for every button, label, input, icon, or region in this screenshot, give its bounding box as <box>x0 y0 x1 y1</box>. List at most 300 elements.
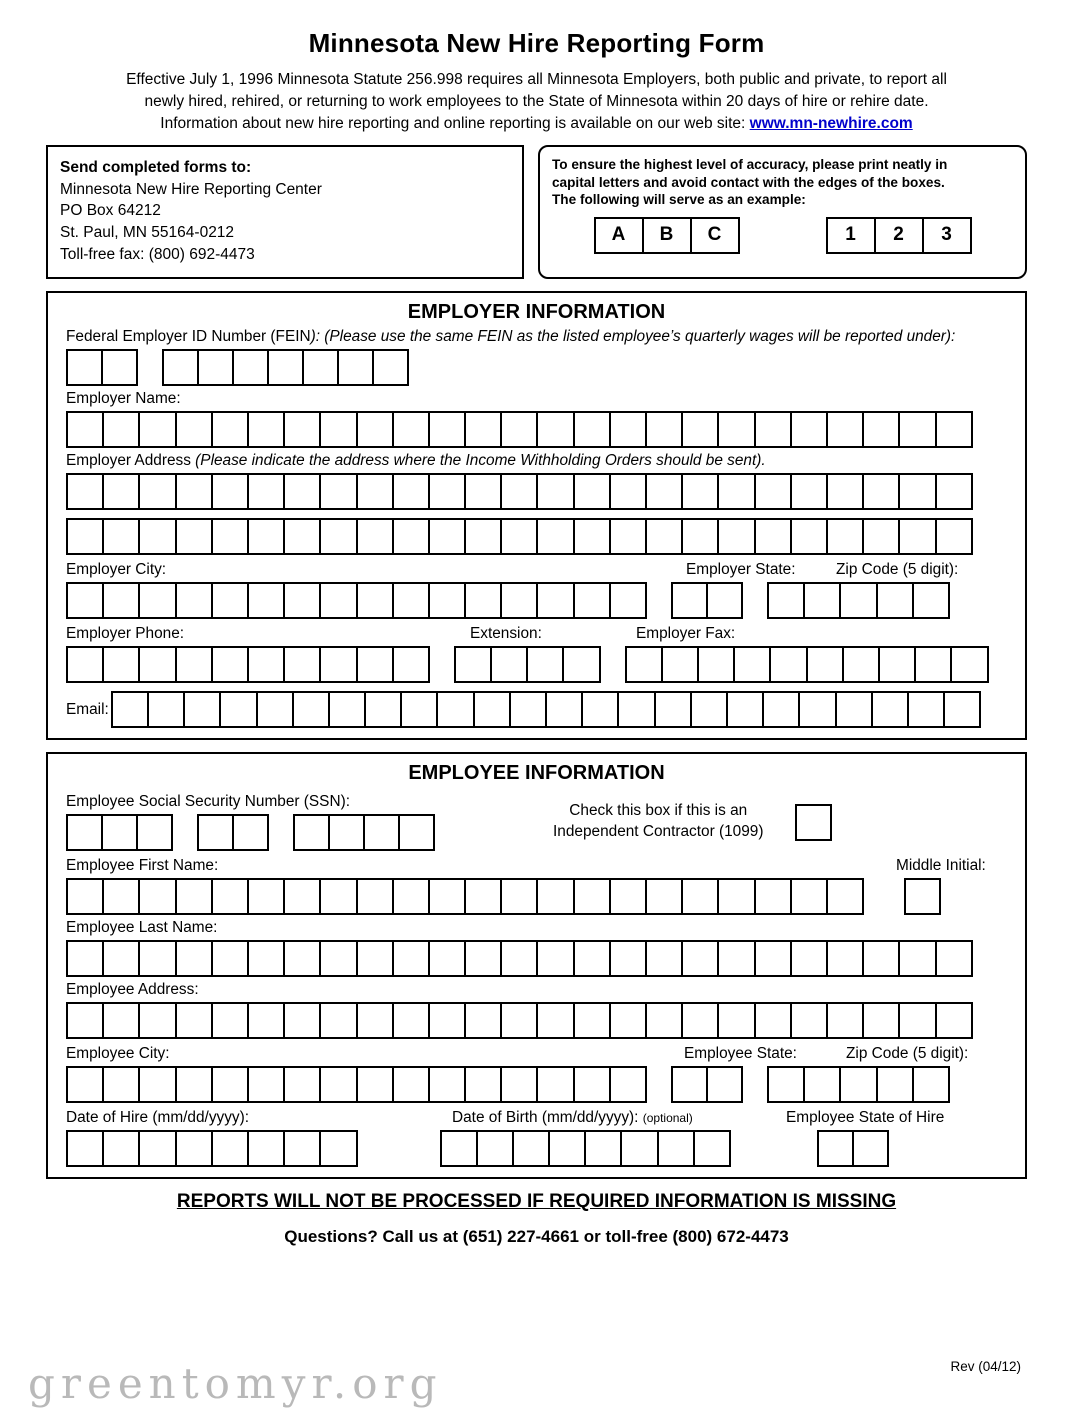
form-cell[interactable] <box>428 582 466 619</box>
form-cell[interactable] <box>754 473 792 510</box>
form-cell[interactable] <box>681 940 719 977</box>
form-cell[interactable] <box>839 1066 877 1103</box>
employer-address-line1-input[interactable] <box>48 473 1025 510</box>
form-cell[interactable] <box>392 518 430 555</box>
form-cell[interactable] <box>293 814 330 851</box>
form-cell[interactable] <box>609 582 647 619</box>
form-cell[interactable] <box>790 1002 828 1039</box>
form-cell[interactable] <box>826 1002 864 1039</box>
employer-fax-input[interactable] <box>625 646 989 683</box>
form-cell[interactable] <box>654 691 692 728</box>
form-cell[interactable] <box>102 940 140 977</box>
form-cell[interactable] <box>211 518 249 555</box>
date-of-hire-input[interactable] <box>66 1130 358 1167</box>
form-cell[interactable] <box>138 473 176 510</box>
form-cell[interactable] <box>464 518 502 555</box>
form-cell[interactable] <box>754 1002 792 1039</box>
form-cell[interactable] <box>400 691 438 728</box>
form-cell[interactable] <box>536 411 574 448</box>
form-cell[interactable] <box>247 878 285 915</box>
employee-city-input[interactable] <box>66 1066 647 1103</box>
form-cell[interactable] <box>681 518 719 555</box>
form-cell[interactable] <box>372 349 409 386</box>
form-cell[interactable] <box>839 582 877 619</box>
form-cell[interactable] <box>319 518 357 555</box>
form-cell[interactable] <box>464 473 502 510</box>
form-cell[interactable] <box>573 1066 611 1103</box>
form-cell[interactable] <box>717 940 755 977</box>
form-cell[interactable] <box>232 349 269 386</box>
employee-city-state-zip-inputs[interactable] <box>48 1066 1025 1103</box>
form-cell[interactable] <box>573 940 611 977</box>
form-cell[interactable] <box>175 1130 213 1167</box>
form-cell[interactable] <box>706 582 743 619</box>
form-cell[interactable] <box>319 473 357 510</box>
form-cell[interactable] <box>102 1002 140 1039</box>
form-cell[interactable] <box>66 518 104 555</box>
form-cell[interactable] <box>871 691 909 728</box>
form-cell[interactable] <box>428 518 466 555</box>
form-cell[interactable] <box>584 1130 622 1167</box>
ssn-input[interactable] <box>48 814 435 851</box>
form-cell[interactable] <box>726 691 764 728</box>
form-cell[interactable] <box>283 411 321 448</box>
form-cell[interactable] <box>138 940 176 977</box>
form-cell[interactable] <box>175 582 213 619</box>
form-cell[interactable] <box>620 1130 658 1167</box>
form-cell[interactable] <box>509 691 547 728</box>
employer-city-input[interactable] <box>66 582 647 619</box>
form-cell[interactable] <box>211 473 249 510</box>
form-cell[interactable] <box>661 646 699 683</box>
form-cell[interactable] <box>717 1002 755 1039</box>
form-cell[interactable] <box>767 582 805 619</box>
form-cell[interactable] <box>912 582 950 619</box>
form-cell[interactable] <box>111 691 149 728</box>
form-cell[interactable] <box>536 878 574 915</box>
form-cell[interactable] <box>66 1066 104 1103</box>
ssn-group-3[interactable] <box>293 814 435 851</box>
form-cell[interactable] <box>247 1066 285 1103</box>
form-cell[interactable] <box>211 1130 249 1167</box>
form-cell[interactable] <box>102 646 140 683</box>
form-cell[interactable] <box>943 691 981 728</box>
form-cell[interactable] <box>500 940 538 977</box>
form-cell[interactable] <box>464 940 502 977</box>
form-cell[interactable] <box>681 1002 719 1039</box>
employer-phone-input[interactable] <box>66 646 430 683</box>
form-cell[interactable] <box>473 691 511 728</box>
form-cell[interactable] <box>392 878 430 915</box>
form-cell[interactable] <box>862 518 900 555</box>
form-cell[interactable] <box>66 411 104 448</box>
form-cell[interactable] <box>876 582 914 619</box>
form-cell[interactable] <box>898 1002 936 1039</box>
form-cell[interactable] <box>625 646 663 683</box>
form-cell[interactable] <box>392 582 430 619</box>
form-cell[interactable] <box>356 582 394 619</box>
form-cell[interactable] <box>175 878 213 915</box>
form-cell[interactable] <box>247 1002 285 1039</box>
form-cell[interactable] <box>392 1002 430 1039</box>
form-cell[interactable] <box>211 1066 249 1103</box>
form-cell[interactable] <box>283 473 321 510</box>
form-cell[interactable] <box>898 518 936 555</box>
form-cell[interactable] <box>806 646 844 683</box>
form-cell[interactable] <box>645 518 683 555</box>
form-cell[interactable] <box>319 582 357 619</box>
form-cell[interactable] <box>267 349 304 386</box>
form-cell[interactable] <box>500 473 538 510</box>
form-cell[interactable] <box>717 518 755 555</box>
form-cell[interactable] <box>102 411 140 448</box>
form-cell[interactable] <box>790 411 828 448</box>
form-cell[interactable] <box>733 646 771 683</box>
form-cell[interactable] <box>66 1130 104 1167</box>
form-cell[interactable] <box>211 646 249 683</box>
form-cell[interactable] <box>876 1066 914 1103</box>
form-cell[interactable] <box>500 878 538 915</box>
form-cell[interactable] <box>526 646 564 683</box>
form-cell[interactable] <box>101 814 138 851</box>
form-cell[interactable] <box>283 582 321 619</box>
fein-input[interactable] <box>48 349 1025 386</box>
form-cell[interactable] <box>645 940 683 977</box>
form-cell[interactable] <box>898 411 936 448</box>
form-cell[interactable] <box>536 582 574 619</box>
form-cell[interactable] <box>138 411 176 448</box>
form-cell[interactable] <box>247 646 285 683</box>
form-cell[interactable] <box>66 473 104 510</box>
form-cell[interactable] <box>283 1002 321 1039</box>
form-cell[interactable] <box>907 691 945 728</box>
form-cell[interactable] <box>454 646 492 683</box>
form-cell[interactable] <box>500 518 538 555</box>
form-cell[interactable] <box>428 473 466 510</box>
form-cell[interactable] <box>138 1002 176 1039</box>
form-cell[interactable] <box>609 878 647 915</box>
form-cell[interactable] <box>175 646 213 683</box>
form-cell[interactable] <box>717 473 755 510</box>
employer-state-input[interactable] <box>671 582 743 619</box>
form-cell[interactable] <box>392 646 430 683</box>
form-cell[interactable] <box>356 878 394 915</box>
form-cell[interactable] <box>935 473 973 510</box>
form-cell[interactable] <box>175 411 213 448</box>
employer-zip-input[interactable] <box>767 582 950 619</box>
form-cell[interactable] <box>138 1130 176 1167</box>
form-cell[interactable] <box>102 1066 140 1103</box>
form-cell[interactable] <box>609 1002 647 1039</box>
form-cell[interactable] <box>817 1130 854 1167</box>
form-cell[interactable] <box>609 518 647 555</box>
form-cell[interactable] <box>356 1066 394 1103</box>
form-cell[interactable] <box>536 518 574 555</box>
form-cell[interactable] <box>66 814 103 851</box>
form-cell[interactable] <box>536 940 574 977</box>
form-cell[interactable] <box>717 878 755 915</box>
form-cell[interactable] <box>536 473 574 510</box>
employee-zip-input[interactable] <box>767 1066 950 1103</box>
form-cell[interactable] <box>247 473 285 510</box>
form-cell[interactable] <box>211 411 249 448</box>
employee-state-of-hire-input[interactable] <box>817 1130 889 1167</box>
form-cell[interactable] <box>211 878 249 915</box>
form-cell[interactable] <box>790 940 828 977</box>
form-cell[interactable] <box>512 1130 550 1167</box>
form-cell[interactable] <box>657 1130 695 1167</box>
form-cell[interactable] <box>392 411 430 448</box>
form-cell[interactable] <box>247 582 285 619</box>
form-cell[interactable] <box>617 691 655 728</box>
form-cell[interactable] <box>898 940 936 977</box>
form-cell[interactable] <box>66 940 104 977</box>
form-cell[interactable] <box>573 1002 611 1039</box>
form-cell[interactable] <box>302 349 339 386</box>
form-cell[interactable] <box>436 691 474 728</box>
form-cell[interactable] <box>826 473 864 510</box>
employee-address-input[interactable] <box>48 1002 1025 1039</box>
form-cell[interactable] <box>754 518 792 555</box>
form-cell[interactable] <box>283 878 321 915</box>
form-cell[interactable] <box>147 691 185 728</box>
independent-contractor-checkbox[interactable] <box>795 804 832 841</box>
employee-state-input[interactable] <box>671 1066 743 1103</box>
form-cell[interactable] <box>428 411 466 448</box>
form-cell[interactable] <box>319 1130 357 1167</box>
form-cell[interactable] <box>573 473 611 510</box>
date-of-birth-input[interactable] <box>440 1130 732 1167</box>
form-cell[interactable] <box>356 518 394 555</box>
employee-first-name-inputs[interactable] <box>48 878 1025 915</box>
form-cell[interactable] <box>562 646 600 683</box>
form-cell[interactable] <box>693 1130 731 1167</box>
form-cell[interactable] <box>826 940 864 977</box>
form-cell[interactable] <box>66 878 104 915</box>
newhire-website-link[interactable]: www.mn-newhire.com <box>749 115 913 132</box>
form-cell[interactable] <box>197 349 234 386</box>
form-cell[interactable] <box>681 878 719 915</box>
form-cell[interactable] <box>283 646 321 683</box>
form-cell[interactable] <box>428 878 466 915</box>
form-cell[interactable] <box>790 473 828 510</box>
form-cell[interactable] <box>183 691 221 728</box>
form-cell[interactable] <box>790 878 828 915</box>
form-cell[interactable] <box>175 473 213 510</box>
form-cell[interactable] <box>464 1002 502 1039</box>
form-cell[interactable] <box>138 646 176 683</box>
form-cell[interactable] <box>162 349 199 386</box>
form-cell[interactable] <box>950 646 988 683</box>
form-cell[interactable] <box>500 582 538 619</box>
form-cell[interactable] <box>690 691 728 728</box>
form-cell[interactable] <box>102 1130 140 1167</box>
form-cell[interactable] <box>500 1002 538 1039</box>
form-cell[interactable] <box>247 1130 285 1167</box>
form-cell[interactable] <box>138 878 176 915</box>
form-cell[interactable] <box>247 940 285 977</box>
form-cell[interactable] <box>292 691 330 728</box>
form-cell[interactable] <box>102 518 140 555</box>
form-cell[interactable] <box>319 1002 357 1039</box>
form-cell[interactable] <box>428 940 466 977</box>
form-cell[interactable] <box>573 878 611 915</box>
form-cell[interactable] <box>790 518 828 555</box>
form-cell[interactable] <box>364 691 402 728</box>
form-cell[interactable] <box>328 814 365 851</box>
fein-group-1[interactable] <box>66 349 138 386</box>
form-cell[interactable] <box>645 1002 683 1039</box>
form-cell[interactable] <box>283 940 321 977</box>
form-cell[interactable] <box>826 411 864 448</box>
fein-group-2[interactable] <box>162 349 409 386</box>
form-cell[interactable] <box>211 582 249 619</box>
employee-last-name-input[interactable] <box>48 940 1025 977</box>
form-cell[interactable] <box>398 814 435 851</box>
form-cell[interactable] <box>464 878 502 915</box>
form-cell[interactable] <box>428 1002 466 1039</box>
form-cell[interactable] <box>671 582 708 619</box>
form-cell[interactable] <box>754 411 792 448</box>
form-cell[interactable] <box>476 1130 514 1167</box>
form-cell[interactable] <box>645 411 683 448</box>
form-cell[interactable] <box>767 1066 805 1103</box>
form-cell[interactable] <box>319 646 357 683</box>
form-cell[interactable] <box>914 646 952 683</box>
form-cell[interactable] <box>681 473 719 510</box>
form-cell[interactable] <box>356 1002 394 1039</box>
form-cell[interactable] <box>500 1066 538 1103</box>
form-cell[interactable] <box>609 1066 647 1103</box>
form-cell[interactable] <box>232 814 269 851</box>
form-cell[interactable] <box>935 1002 973 1039</box>
form-cell[interactable] <box>247 518 285 555</box>
form-cell[interactable] <box>138 582 176 619</box>
employer-email-input[interactable] <box>111 691 982 728</box>
employer-city-state-zip-inputs[interactable] <box>48 582 1025 619</box>
form-cell[interactable] <box>175 940 213 977</box>
form-cell[interactable] <box>356 940 394 977</box>
form-cell[interactable] <box>842 646 880 683</box>
form-cell[interactable] <box>283 1130 321 1167</box>
form-cell[interactable] <box>256 691 294 728</box>
form-cell[interactable] <box>581 691 619 728</box>
form-cell[interactable] <box>392 1066 430 1103</box>
employee-dates-inputs[interactable] <box>48 1130 1025 1167</box>
form-cell[interactable] <box>852 1130 889 1167</box>
employer-phone-inputs[interactable] <box>48 646 1025 683</box>
form-cell[interactable] <box>573 411 611 448</box>
form-cell[interactable] <box>102 878 140 915</box>
form-cell[interactable] <box>356 473 394 510</box>
form-cell[interactable] <box>803 1066 841 1103</box>
form-cell[interactable] <box>392 473 430 510</box>
form-cell[interactable] <box>363 814 400 851</box>
form-cell[interactable] <box>464 582 502 619</box>
form-cell[interactable] <box>337 349 374 386</box>
form-cell[interactable] <box>138 518 176 555</box>
form-cell[interactable] <box>912 1066 950 1103</box>
form-cell[interactable] <box>573 518 611 555</box>
form-cell[interactable] <box>211 1002 249 1039</box>
form-cell[interactable] <box>697 646 735 683</box>
form-cell[interactable] <box>862 411 900 448</box>
form-cell[interactable] <box>754 878 792 915</box>
form-cell[interactable] <box>878 646 916 683</box>
form-cell[interactable] <box>645 878 683 915</box>
employer-address-line2-input[interactable] <box>48 518 1025 555</box>
form-cell[interactable] <box>319 1066 357 1103</box>
form-cell[interactable] <box>862 1002 900 1039</box>
form-cell[interactable] <box>798 691 836 728</box>
form-cell[interactable] <box>66 582 104 619</box>
form-cell[interactable] <box>392 940 430 977</box>
form-cell[interactable] <box>175 1002 213 1039</box>
form-cell[interactable] <box>197 814 234 851</box>
employer-extension-input[interactable] <box>454 646 601 683</box>
form-cell[interactable] <box>175 1066 213 1103</box>
form-cell[interactable] <box>898 473 936 510</box>
form-cell[interactable] <box>573 582 611 619</box>
form-cell[interactable] <box>826 878 864 915</box>
employer-name-input[interactable] <box>48 411 1025 448</box>
form-cell[interactable] <box>440 1130 478 1167</box>
form-cell[interactable] <box>101 349 138 386</box>
form-cell[interactable] <box>319 878 357 915</box>
form-cell[interactable] <box>219 691 257 728</box>
form-cell[interactable] <box>548 1130 586 1167</box>
form-cell[interactable] <box>490 646 528 683</box>
form-cell[interactable] <box>717 411 755 448</box>
form-cell[interactable] <box>645 473 683 510</box>
form-cell[interactable] <box>283 518 321 555</box>
form-cell[interactable] <box>102 582 140 619</box>
middle-initial-input[interactable] <box>904 878 941 915</box>
form-cell[interactable] <box>935 940 973 977</box>
form-cell[interactable] <box>545 691 583 728</box>
form-cell[interactable] <box>706 1066 743 1103</box>
form-cell[interactable] <box>283 1066 321 1103</box>
form-cell[interactable] <box>66 1002 104 1039</box>
form-cell[interactable] <box>66 349 103 386</box>
form-cell[interactable] <box>609 473 647 510</box>
form-cell[interactable] <box>862 473 900 510</box>
form-cell[interactable] <box>211 940 249 977</box>
form-cell[interactable] <box>671 1066 708 1103</box>
form-cell[interactable] <box>536 1002 574 1039</box>
form-cell[interactable] <box>681 411 719 448</box>
form-cell[interactable] <box>356 646 394 683</box>
form-cell[interactable] <box>319 940 357 977</box>
form-cell[interactable] <box>102 473 140 510</box>
form-cell[interactable] <box>464 1066 502 1103</box>
form-cell[interactable] <box>862 940 900 977</box>
form-cell[interactable] <box>247 411 285 448</box>
form-cell[interactable] <box>609 940 647 977</box>
form-cell[interactable] <box>935 518 973 555</box>
form-cell[interactable] <box>136 814 173 851</box>
form-cell[interactable] <box>762 691 800 728</box>
form-cell[interactable] <box>464 411 502 448</box>
form-cell[interactable] <box>904 878 941 915</box>
form-cell[interactable] <box>328 691 366 728</box>
ssn-group-2[interactable] <box>197 814 269 851</box>
form-cell[interactable] <box>754 940 792 977</box>
form-cell[interactable] <box>356 411 394 448</box>
form-cell[interactable] <box>319 411 357 448</box>
form-cell[interactable] <box>138 1066 176 1103</box>
form-cell[interactable] <box>769 646 807 683</box>
